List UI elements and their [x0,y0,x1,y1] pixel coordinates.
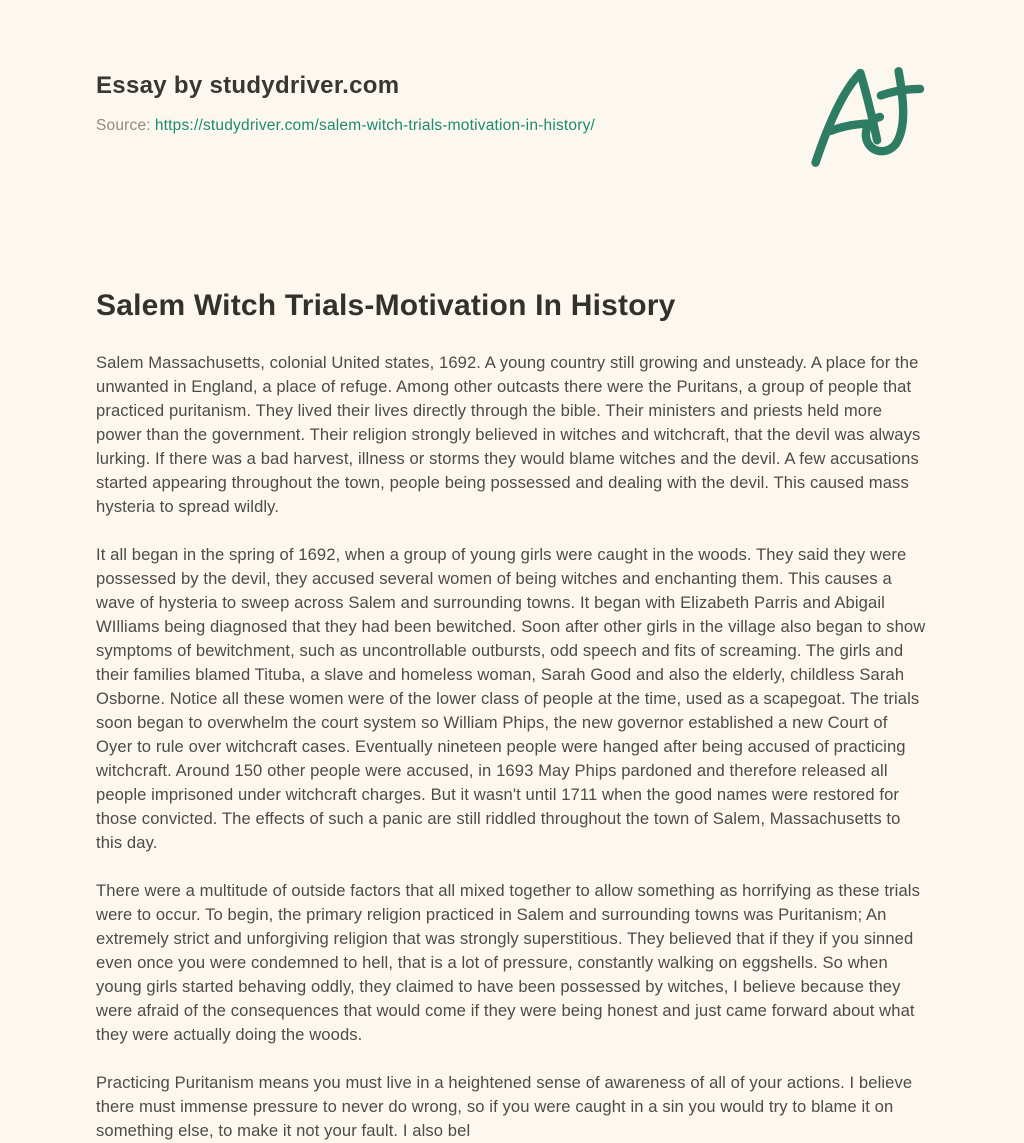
essay-paragraph-1: Salem Massachusetts, colonial United states, 1692. A young country still growing and unsteady. A place for the unwanted in England, a place of refuge. Among other outcasts there were the Puritans, a group of people that practiced puritanism. They lived their lives directly through the bible. Their ministers and priests held more power than the government. Their religion strongly believed in witches and witchcraft, that the devil was always lurking. If there was a bad harvest, illness or storms they would blame witches and the devil. A few accusations started appearing throughout the town, people being possessed and dealing with the devil. This caused mass hysteria to spread wildly. [96,353,921,516]
document-header [96,72,928,172]
essay-paragraph-2: It all began in the spring of 1692, when a group of young girls were caught in the woods. They said they were possessed by the devil, they accused several women of being witches and enchanting them. This causes a wave of hysteria to sweep across Salem and surrounding towns. It began with Elizabeth Parris and Abigail WIlliams being diagnosed that they had been bewitched. Soon after other girls in the village also began to show symptoms of bewitchment, such as uncontrollable outbursts, odd speech and fits of screaming. The girls and their families blamed Tituba, a slave and homeless woman, Sarah Good and also the elderly, childless Sarah Osborne. Notice all these women were of the lower class of people at the time, used as a scapegoat. The trials soon began to overwhelm the court system so William Phips, the new governor established a new Court of Oyer to rule over witchcraft cases. Eventually nineteen people were hanged after being accused of practicing witchcraft. Around 150 other people were accused, in 1693 May Phips pardoned and therefore released all people imprisoned under witchcraft charges. But it wasn't until 1711 when the good names were restored for those convicted. The effects of such a panic are still riddled throughout the town of Salem, Massachusetts to this day. [96,545,926,852]
essay-paragraph-3: There were a multitude of outside factors that all mixed together to allow something as horrifying as these trials were to occur. To begin, the primary religion practiced in Salem and surrounding towns was Puritanism; An extremely strict and unforgiving religion that was strongly superstitious. They believed that if they if you sinned even once you were condemned to hell, that is a lot of pressure, constantly walking on eggshells. So when young girls started behaving oddly, they claimed to have been possessed by witches, I believe because they were afraid of the consequences that would come if they were being honest and just came forward about what they were actually doing the woods. [96,881,920,1044]
site-heading: Essay by studydriver.com [96,72,400,99]
source-link[interactable]: https://studydriver.com/salem-witch-trials-motivation-in-history/ [154,117,596,134]
essay-title: Salem Witch Trials-Motivation In History [96,289,676,322]
a-plus-logo-icon [804,60,926,172]
source-line [96,117,595,135]
header-text-block [96,72,595,135]
essay-body [96,351,928,1143]
essay-paragraph-4: Practicing Puritanism means you must live in a heightened sense of awareness of all of your actions. I believe there must immense pressure to never do wrong, so if you were caught in a sin you would try to blame it on something else, to make it not your fault. I also bel [96,1073,913,1140]
essay-content [96,288,928,1143]
source-label: Source: [96,117,151,134]
